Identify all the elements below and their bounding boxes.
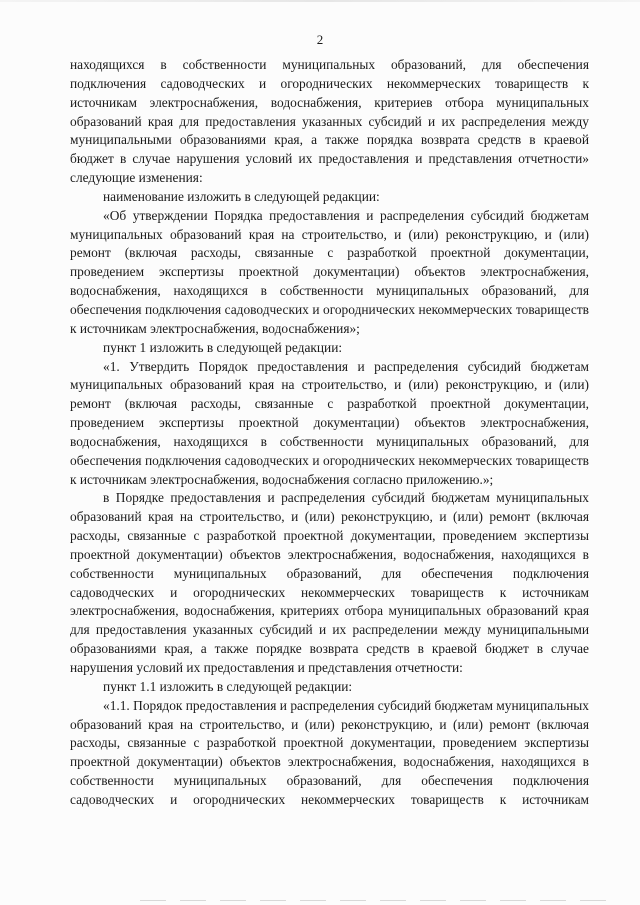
paragraph-point-1-1-instruction: пункт 1.1 изложить в следующей редакции: — [103, 678, 353, 694]
paragraph-point-1-text: «1. Утвердить Порядок предоставления и распределения субсидий бюджетам муниципальных образований края на строительство, и (или) реконструкцию, и (или) ремонт (включая расходы, связанные с разработкой проектной документации, проведением экспертизы проектной документации) объектов электроснабжения, водоснабжения, находящихся в собственности муниципальных образований, для обеспечения подключения садоводческих и огороднических некоммерческих товариществ к источникам электроснабжения, водоснабжения согласно приложению.»; — [70, 358, 589, 487]
scan-edge-bottom — [140, 900, 610, 901]
paragraph-title-instruction: наименование изложить в следующей редакции: — [103, 188, 380, 204]
document-body — [70, 56, 589, 810]
paragraph-intro-continuation: находящихся в собственности муниципальных образований, для обеспечения подключения садоводческих и огороднических некоммерческих товариществ к источникам электроснабжения, водоснабжения, критериев отбора муниципальных образований края для предоставления указанных субсидий и их распределения между муниципальными образованиями края, а также порядка возврата средств в краевой бюджет в случае нарушения условий их предоставления и представления отчетности» следующие изменения: — [70, 57, 589, 186]
page-number: 2 — [316, 32, 324, 47]
paragraph-procedure-intro: в Порядке предоставления и распределения субсидий бюджетам муниципальных образований края на строительство, и (или) реконструкцию, и (или) ремонт (включая расходы, связанные с разработкой проектной документации, проведением экспертизы проектной документации) объектов электроснабжения, водоснабжения, находящихся в собственности муниципальных образований, для обеспечения подключения садоводческих и огороднических некоммерческих товариществ к источникам электроснабжения, водоснабжения, критериях отбора муниципальных образований края для предоставления указанных субсидий и их распределении между муниципальными образованиями края, а также порядке возврата средств в краевой бюджет в случае нарушения условий их предоставления и представления отчетности: — [70, 490, 589, 675]
paragraph-point-1-instruction: пункт 1 изложить в следующей редакции: — [103, 339, 343, 355]
scan-edge-top — [0, 0, 640, 2]
paragraph-point-1-1-text: «1.1. Порядок предоставления и распределения субсидий бюджетам муниципальных образований края на строительство, и (или) реконструкцию, и (или) ремонт (включая расходы, связанные с разработкой проектной документации, проведением экспертизы проектной документации) объектов электроснабжения, водоснабжения, находящихся в собственности муниципальных образований, для обеспечения подключения садоводческих и огороднических некоммерческих товариществ к источникам — [70, 697, 589, 807]
paragraph-new-title: «Об утверждении Порядка предоставления и распределения субсидий бюджетам муниципальных образований края на строительство, и (или) реконструкцию, и (или) ремонт (включая расходы, связанные с разработкой проектной документации, проведением экспертизы проектной документации) объектов электроснабжения, водоснабжения, находящихся в собственности муниципальных образований, для обеспечения подключения садоводческих и огороднических некоммерческих товариществ к источникам электроснабжения, водоснабжения»; — [70, 207, 589, 336]
